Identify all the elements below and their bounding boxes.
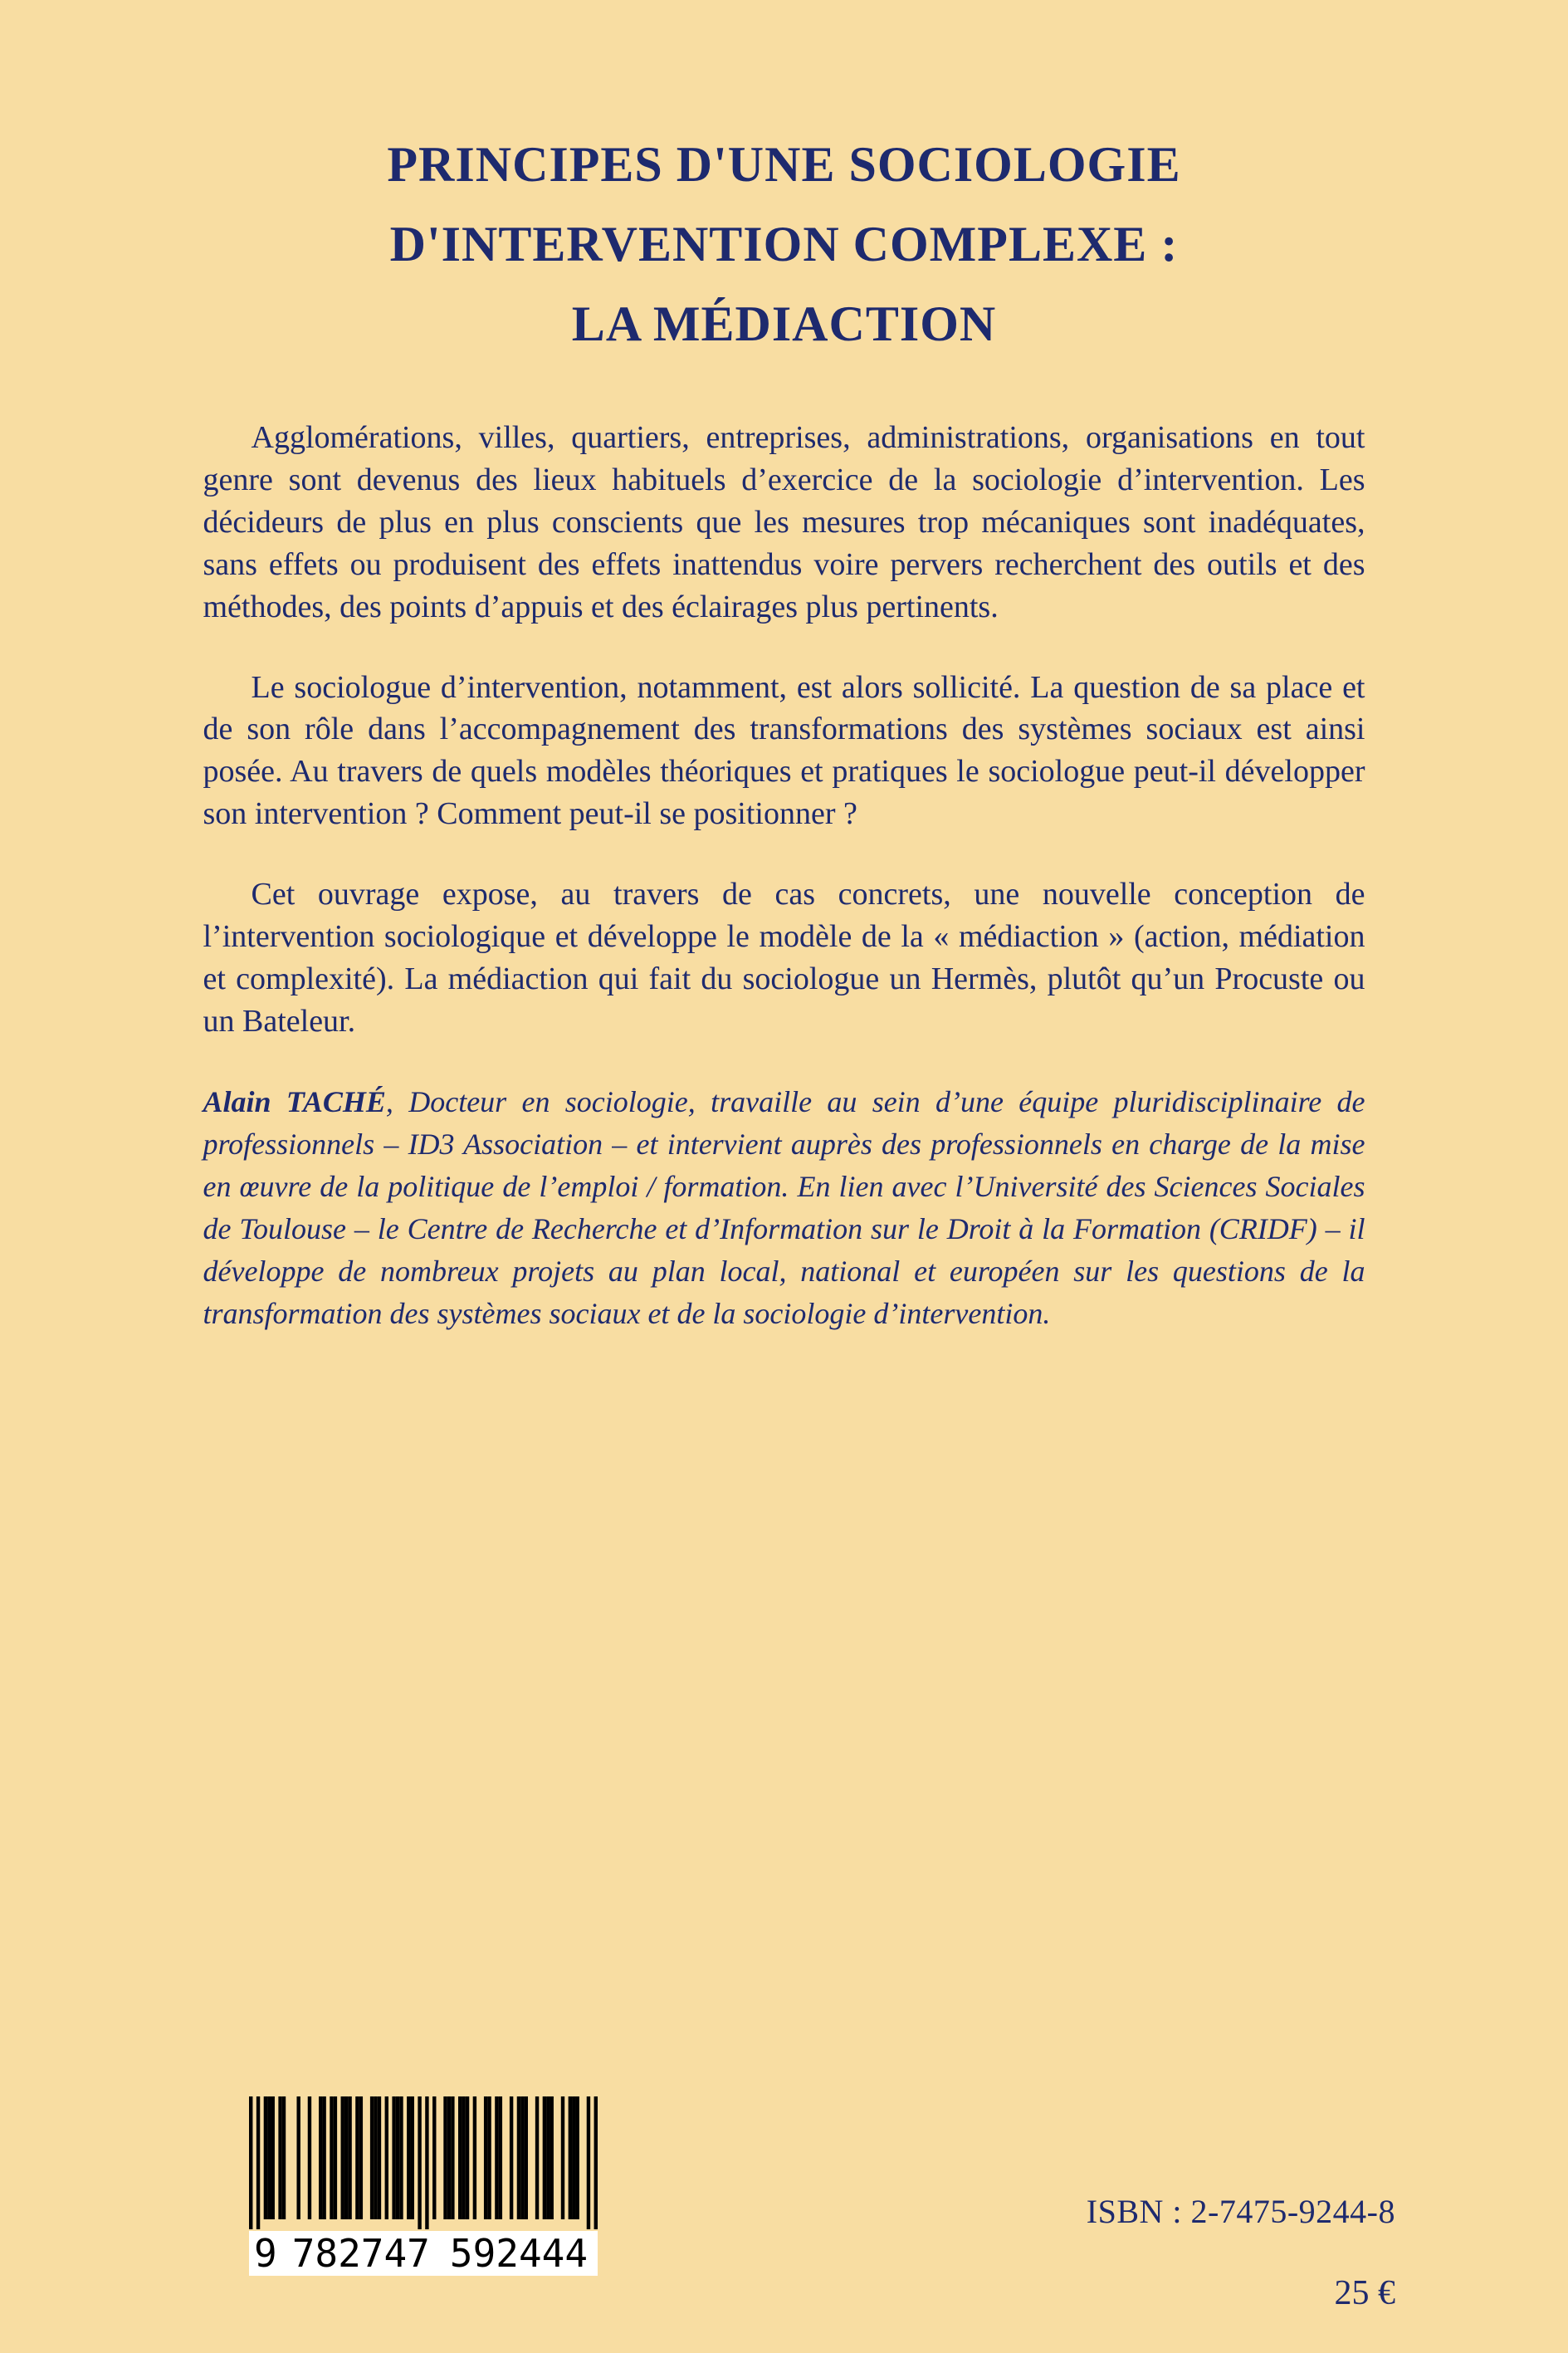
title-line-3: LA MÉDIACTION <box>571 296 997 351</box>
price-label: 25 € <box>1334 2274 1395 2312</box>
book-title <box>0 0 1568 364</box>
synopsis-paragraph-3: Cet ouvrage expose, au travers de cas concrets, une nouvelle conception de l’intervention sociologique et développe le modèle de la « médiaction » (action, médiation et complexité). La médiaction qui fait du sociologue un Hermès, plutôt qu’un Procuste ou un Bateleur. <box>203 877 1365 1039</box>
isbn-label: ISBN : 2-7475-9244-8 <box>1086 2193 1395 2230</box>
author-bio-text: , Docteur en sociologie, travaille au sein d’une équipe pluridisciplinaire de professionnels – ID3 Association – et intervient auprès des professionnels en charge de la mise en œuvre de la politique de l’emploi / formation. En lien avec l’Université des Sciences Sociales de Toulouse – le Centre de Recherche et d’Information sur le Droit à la Formation (CRIDF) – il développe de nombreux projets au plan local, national et européen sur les questions de la transformation des systèmes sociaux et de la sociologie d’intervention. <box>203 1084 1365 1331</box>
barcode-digits <box>249 2231 598 2276</box>
synopsis-paragraph-1: Agglomérations, villes, quartiers, entreprises, administrations, organisations en tout genre sont devenus des lieux habituels d’exercice de la sociologie d’intervention. Les décideurs de plus en plus conscients que les mesures trop mécaniques sont inadéquates, sans effets ou produisent des effets inattendus voire pervers recherchent des outils et des méthodes, des points d’appuis et des éclairages plus pertinents. <box>203 420 1365 624</box>
title-line-1: PRINCIPES D'UNE SOCIOLOGIE <box>387 137 1181 192</box>
synopsis <box>203 417 1365 1335</box>
barcode-right-group: 592444 <box>440 2231 598 2276</box>
barcode-first-digit: 9 <box>249 2231 282 2276</box>
barcode-bars <box>249 2096 598 2229</box>
isbn-barcode <box>249 2096 598 2276</box>
author-bio <box>203 1081 1365 1336</box>
barcode-left-group: 782747 <box>282 2231 440 2276</box>
synopsis-paragraph-2: Le sociologue d’intervention, notamment, est alors sollicité. La question de sa place et de son rôle dans l’accompagnement des transformations des systèmes sociaux est ainsi posée. Au travers de quels modèles théoriques et pratiques le sociologue peut-il développer son intervention ? Comment peut-il se positionner ? <box>203 669 1365 832</box>
author-name: Alain TACHÉ <box>203 1084 386 1118</box>
title-line-2: D'INTERVENTION COMPLEXE : <box>389 217 1179 272</box>
